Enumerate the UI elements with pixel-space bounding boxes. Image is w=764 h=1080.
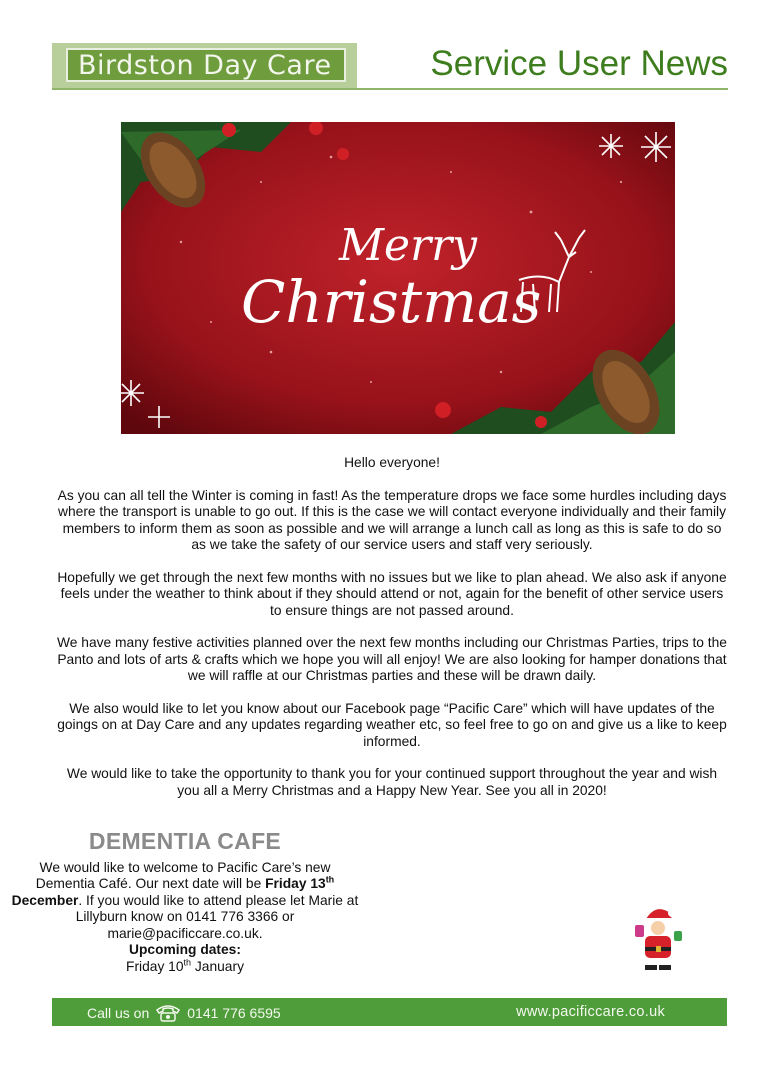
paragraph-activities: We have many festive activities planned over the next few months including our Christmas Parties, trips to the Panto and lots of arts & crafts which we hope you will all enjoy! We are also looking for hamper donations that we will raffle at our Christmas parties and these will be drawn daily. [57, 635, 727, 683]
upcoming-label: Upcoming dates: [129, 942, 241, 957]
upcoming-date: Friday 10th January [126, 956, 244, 974]
footer-phone[interactable]: 0141 776 6595 [187, 1005, 281, 1021]
banner-christmas: Christmas [241, 268, 542, 336]
paragraph-thanks: We would like to take the opportunity to thank you for your continued support throughout the year and wish you all a Merry Christmas and a Happy New Year. See you all in 2020! [66, 766, 718, 798]
dementia-cafe-section [10, 828, 360, 975]
christmas-banner [121, 122, 675, 434]
brand-name: Birdston Day Care [66, 48, 346, 82]
dementia-contact: . If you would like to attend please let Marie at Lillyburn know on 0141 776 3366 or marie@pacificcare.co.uk. [75, 892, 359, 941]
brand-box [52, 43, 357, 88]
call-label: Call us on [87, 1005, 150, 1021]
greeting: Hello everyone! [344, 455, 440, 470]
phone-icon [155, 1004, 181, 1022]
paragraph-facebook: We also would like to let you know about our Facebook page “Pacific Care” which will have updates of the goings on at Day Care and any updates regarding weather etc, so feel free to go on and give us a like to keep informed. [57, 700, 727, 749]
footer-website[interactable]: www.pacificcare.co.uk [516, 1004, 665, 1020]
next-date: Friday 13th December [11, 874, 335, 908]
footer-call [87, 1004, 281, 1022]
banner-merry: Merry [339, 220, 478, 271]
paragraph-transport: As you can all tell the Winter is coming in fast! As the temperature drops we face some hurdles including days where the transport is unable to go out. If this is the case we will contact everyone individually and their family members to inform them as soon as possible and we will arrange a lunch call as long as this is safe to do so as we take the safety of our service users and staff very seriously. [57, 487, 727, 552]
dementia-intro: We would like to welcome to Pacific Care’s new Dementia Café. Our next date will be [35, 859, 331, 891]
paragraph-health: Hopefully we get through the next few months with no issues but we like to plan ahead. We also ask if anyone feels under the weather to think about if they should attend or not, again for the benefit of other service users to ensure things are not passed around. [57, 569, 727, 618]
footer-bar [52, 998, 727, 1026]
header-divider [52, 88, 728, 90]
newsletter-title: Service User News [430, 44, 728, 83]
dementia-heading: DEMENTIA CAFE [88, 828, 282, 854]
santa-icon [632, 905, 686, 971]
dementia-details [10, 860, 360, 943]
letter-body [56, 455, 728, 815]
